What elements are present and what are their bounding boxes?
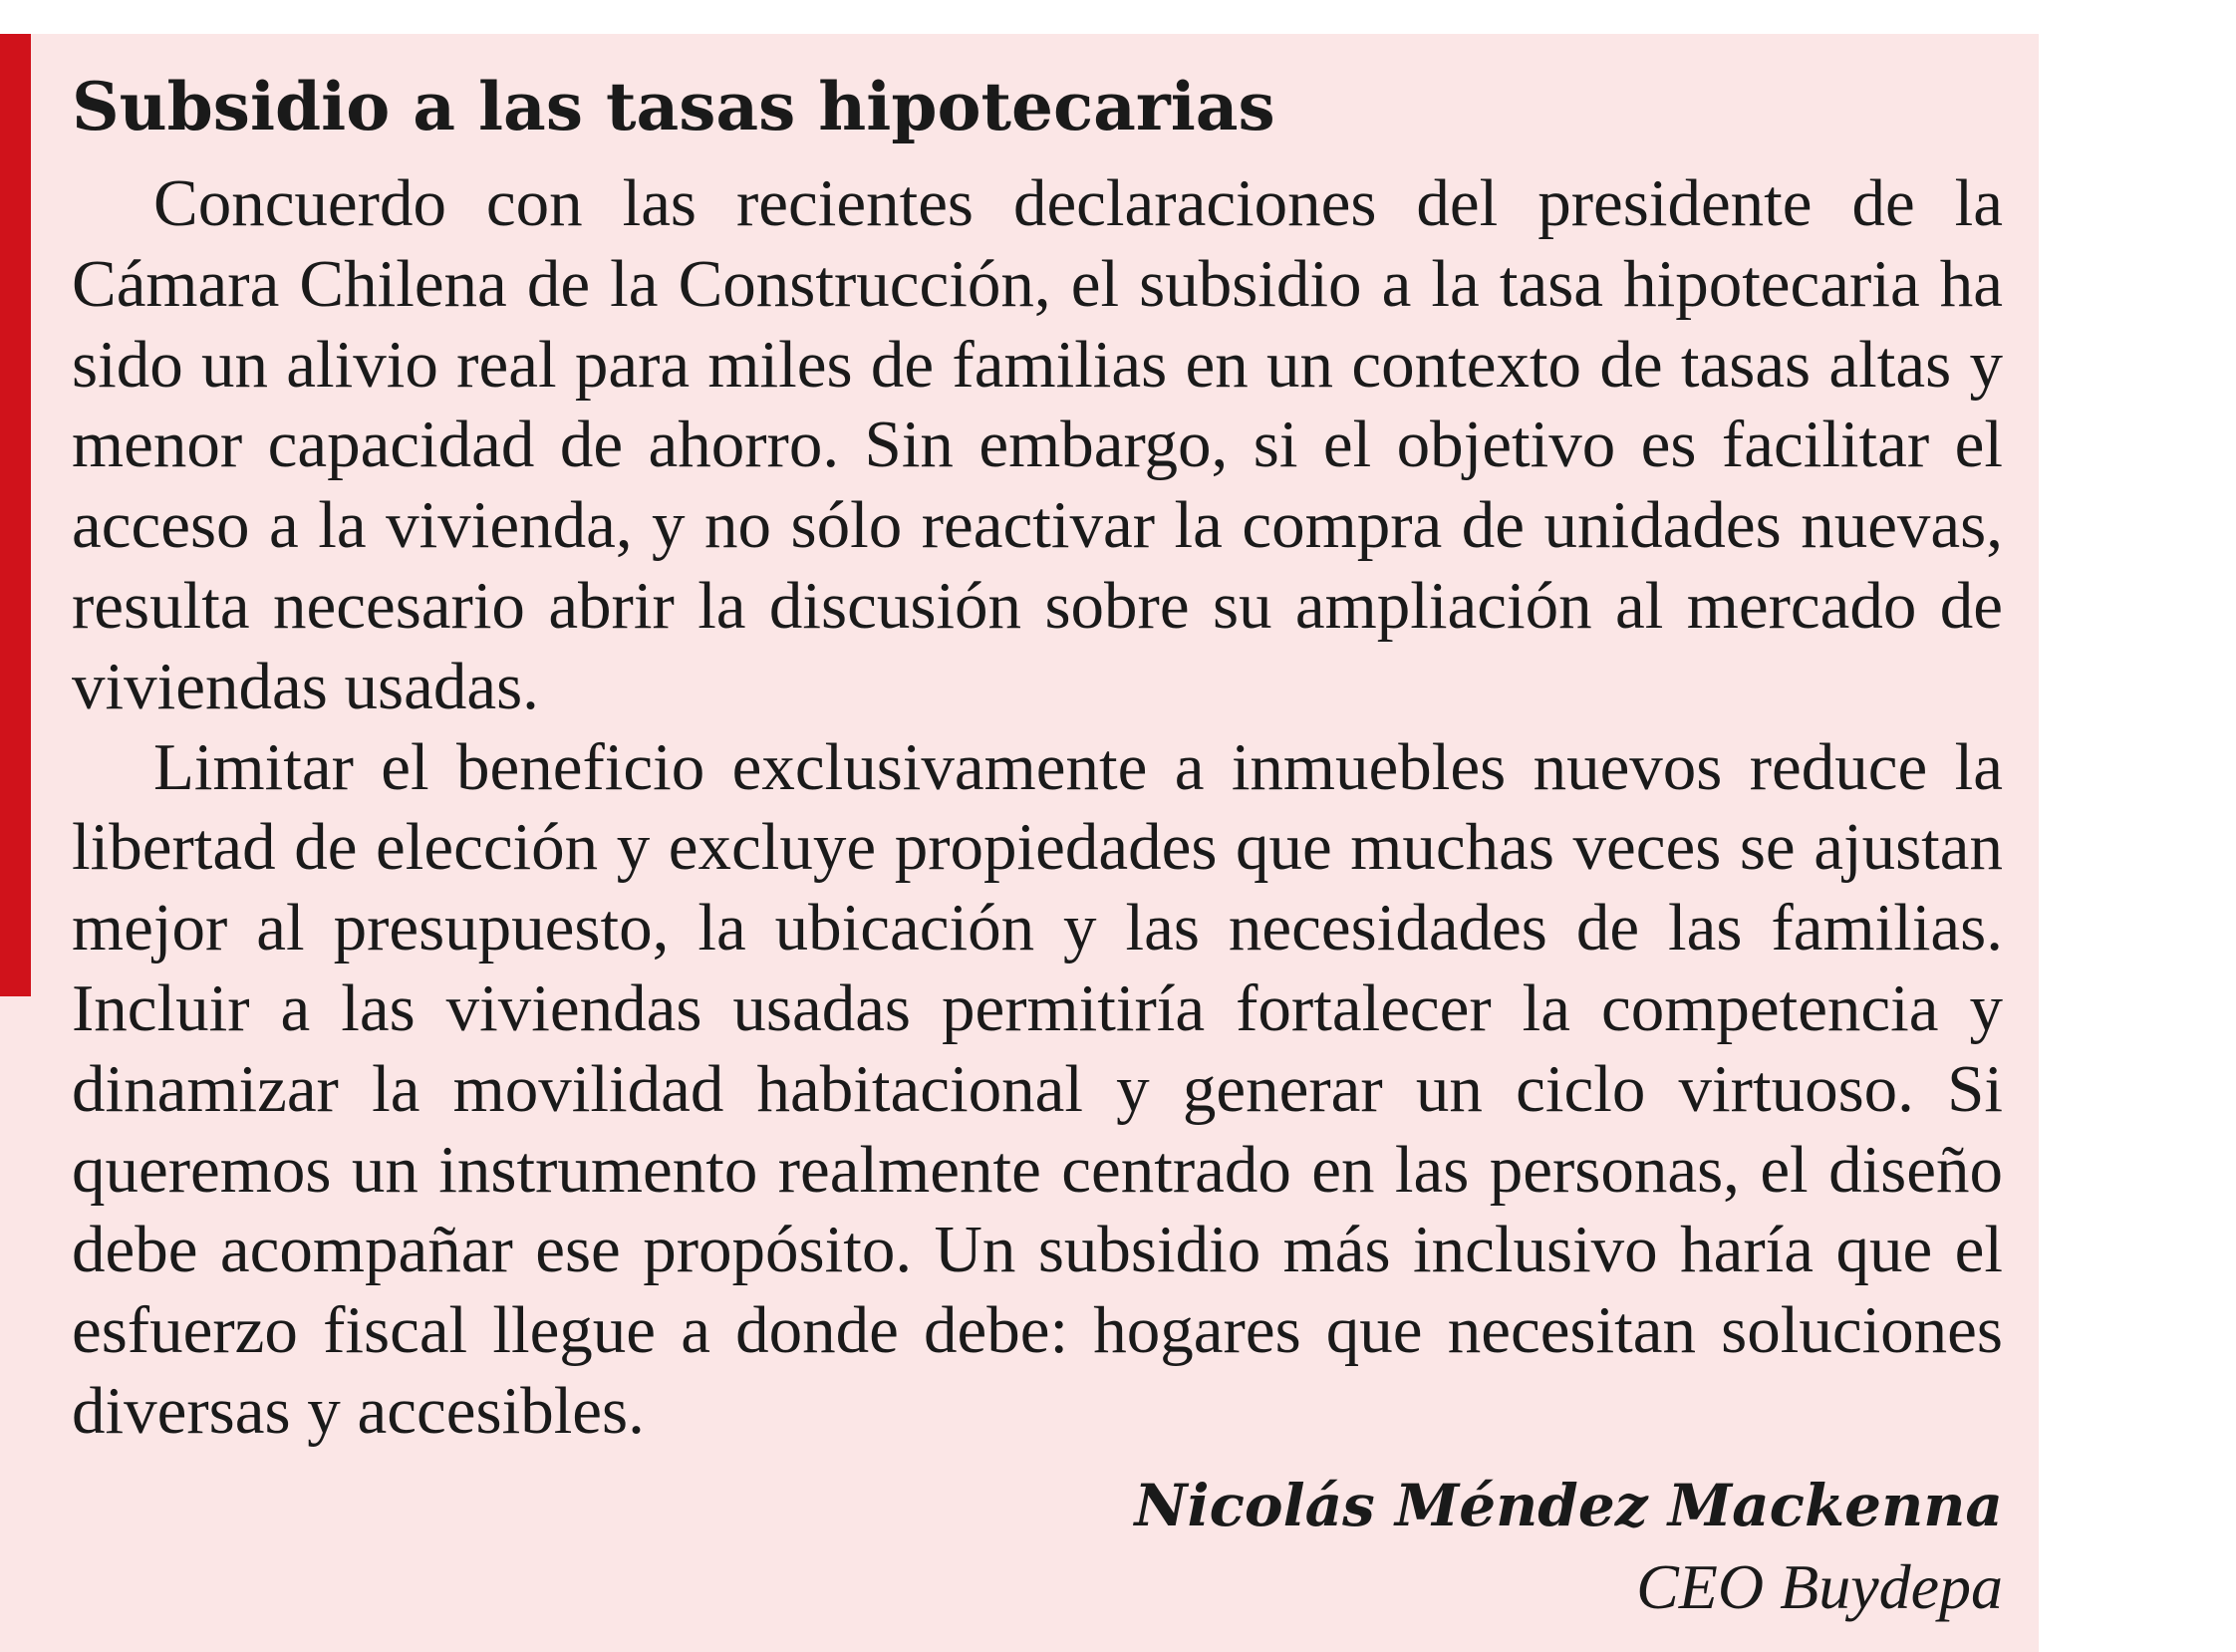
- letter-paragraph-2: Limitar el beneficio exclusivamente a inmuebles nuevos reduce la libertad de elección y excluye propiedades que muchas veces se ajustan mejor al presupuesto, la ubicación y las necesidades de las familias. Incluir a las viviendas usadas permitiría fortalecer la competencia y dinamizar la movilidad habitacional y generar un ciclo virtuoso. Si queremos un instrumento realmente centrado en las personas, el diseño debe acompañar ese propósito. Un subsidio más inclusivo haría que el esfuerzo fiscal llegue a donde debe: hogares que necesitan soluciones diversas y accesibles.: [72, 729, 2003, 1448]
- author-role: CEO Buydepa: [1636, 1550, 2003, 1622]
- letter-content: [72, 62, 2003, 1627]
- accent-bar: [0, 34, 31, 996]
- letter-box: [0, 34, 2039, 1652]
- letter-title: Subsidio a las tasas hipotecarias: [72, 68, 1275, 145]
- author-name: Nicolás Méndez Mackenna: [1134, 1471, 2003, 1539]
- letter-paragraph-1: Concuerdo con las recientes declaraciones del presidente de la Cámara Chilena de la Construcción, el subsidio a la tasa hipotecaria ha sido un alivio real para miles de familias en un contexto de tasas altas y menor capacidad de ahorro. Sin embargo, si el objetivo es facilitar el acceso a la vivienda, y no sólo reactivar la compra de unidades nuevas, resulta necesario abrir la discusión sobre su ampliación al mercado de viviendas usadas.: [72, 166, 2003, 723]
